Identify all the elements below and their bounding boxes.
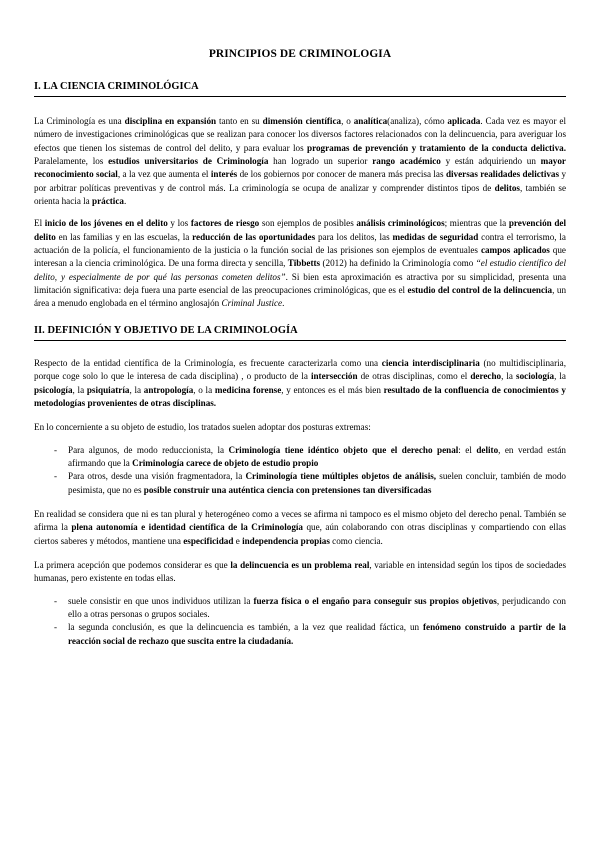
bold-text: derecho [470, 371, 502, 382]
bold-text: delito [476, 444, 499, 455]
section-1 [34, 81, 566, 311]
italic-text: Criminal Justice [221, 298, 283, 309]
bold-text: la delincuencia es un problema real [230, 559, 370, 570]
section-2-paragraph-4 [34, 559, 566, 586]
text-run: y por arbitrar políticas preventivas y de control más. La criminología se ocupa de analizar y comprender distintos tipos de [34, 169, 567, 193]
bold-text: medicina forense [214, 384, 282, 395]
text-run: , o la [193, 384, 215, 395]
bold-text: estudio del control de la delincuencia [407, 285, 553, 296]
bold-text: Criminología carece de objeto de estudio propio [132, 457, 319, 468]
text-run: para los delitos, las [315, 231, 393, 242]
bold-text: Criminología tiene múltiples objetos de análisis, [245, 471, 437, 482]
text-run: . [123, 196, 127, 207]
text-run: ; mientras que la [444, 218, 509, 229]
section-1-heading: I. LA CIENCIA CRIMINOLÓGICA [34, 81, 199, 92]
postures-list [34, 444, 566, 497]
bold-text: mayor reconocimiento social [34, 156, 566, 180]
text-run: , y entonces es el más bien [281, 384, 384, 395]
bold-text: posible construir una auténtica ciencia con pretensiones tan diversificadas [143, 484, 432, 495]
bold-text: práctica [92, 196, 124, 207]
text-run: , en verdad están afirmando que la [68, 444, 566, 468]
text-run: Para algunos, de modo reduccionista, la [68, 444, 229, 455]
text-run: (2012) ha definido la Criminología como [320, 258, 476, 269]
section-2-underline [34, 340, 566, 341]
text-run: como ciencia. [329, 535, 383, 546]
text-run: que, aún colaborando con otras disciplinas y compartiendo con ellas ciertos saberes y métodos, mantiene una [34, 522, 566, 546]
bold-text: Criminología tiene idéntico objeto que el derecho penal [228, 444, 459, 455]
text-run: de los gobiernos por conocer de manera más precisa las [237, 169, 446, 180]
bold-text: antropología [143, 384, 194, 395]
conclusions-list [34, 595, 566, 648]
text-run: (no multidisciplinaria, porque coge solo lo que le interesa de cada disciplina) , o producto de la [34, 357, 566, 382]
text-run: . Si bien esta aproximación es atractiva por su simplicidad, presenta una limitación significativa: deja fuera una parte esencial de las preocupaciones criminológicas, que es el [34, 271, 566, 296]
section-1-paragraph-2 [34, 217, 566, 310]
bold-text: análisis criminológicos [356, 218, 445, 229]
text-run: , o [341, 116, 354, 126]
bold-text: fenómeno construido a partir de la reacción social de rechazo que suscita entre la ciudadanía. [68, 622, 566, 646]
bold-text: especificidad [183, 535, 234, 546]
bold-text: resultado de la confluencia de conocimientos y metodologías provenientes de otras disciplinas. [34, 384, 566, 408]
section-2-heading: II. DEFINICIÓN Y OBJETIVO DE LA CRIMINOLOGÍA [34, 324, 298, 336]
section-1-paragraph-1 [34, 115, 566, 208]
section-2 [34, 325, 566, 648]
bold-text: reducción de las oportunidades [192, 231, 316, 242]
bold-text: analítica [353, 116, 388, 126]
bold-text: ciencia interdisciplinaria [381, 357, 480, 368]
text-run: El [34, 218, 45, 229]
text-run: En lo concerniente a su objeto de estudio, los tratados suelen adoptar dos posturas extremas: [34, 422, 371, 433]
list-item-text [68, 622, 566, 645]
text-run: (analiza), cómo [387, 116, 448, 126]
section-2-paragraph-3 [34, 508, 566, 548]
text-run: suelen concluir, también de modo pesimista, que no es [68, 471, 566, 495]
dash-bullet: - [54, 595, 58, 606]
bold-text: interés [210, 169, 238, 180]
dash-bullet: - [54, 444, 58, 455]
text-run: en las familias y en las escuelas, la [55, 231, 193, 242]
text-run: contra el terrorismo, la actuación de la policía, el funcionamiento de la justicia o la función social de las prisiones son ejemplos de eventuales [34, 231, 566, 256]
bold-text: sociología [516, 371, 555, 382]
text-run: La Criminología es una [34, 116, 125, 126]
text-run: , a la vez que aumenta el [117, 169, 211, 180]
text-run: han logrado un superior [268, 156, 373, 167]
bold-text: estudios universitarios de Criminología [108, 156, 269, 167]
bold-text: independencia propias [242, 535, 330, 546]
text-run: , también se orienta hacia la [34, 182, 567, 207]
text-run: : el [458, 444, 477, 455]
bold-text: Tibbetts [287, 258, 321, 269]
text-run: , variable en intensidad según los tipos de sociedades humanas, pero existente en todas ellas. [34, 559, 566, 584]
text-run: La primera acepción que podemos considerar es que [34, 559, 231, 570]
text-run: suele consistir en que unos individuos utilizan la [68, 595, 254, 606]
text-run: . [282, 298, 285, 309]
dash-bullet: - [54, 622, 58, 633]
text-run: Para otros, desde una visión fragmentadora, la [68, 471, 246, 482]
text-run: , la [129, 384, 144, 395]
text-run: , la [554, 371, 566, 382]
list-item-text [68, 471, 566, 494]
text-run: y están adquiriendo un [440, 156, 541, 167]
list-item [34, 621, 566, 648]
text-run: , la [72, 384, 87, 395]
list-item [34, 444, 566, 471]
section-1-underline [34, 96, 566, 97]
list-item-text [68, 445, 566, 468]
bold-text: factores de riesgo [190, 218, 260, 229]
document-page [34, 48, 566, 648]
text-run: tanto en su [216, 116, 263, 126]
bold-text: psiquiatría [86, 384, 130, 395]
bold-text: rango académico [372, 156, 441, 167]
text-run: , la [501, 371, 517, 382]
section-2-paragraph-1 [34, 357, 566, 410]
bold-text: diversas realidades delictivas [445, 169, 560, 180]
text-run: e [233, 535, 243, 546]
bold-text: aplicada [447, 116, 481, 126]
bold-text: dimensión científica [262, 116, 342, 126]
bold-text: inicio de los jóvenes en el delito [44, 218, 168, 229]
text-run: , un área a menudo englobada en el término anglosajón [34, 285, 566, 309]
dash-bullet: - [54, 471, 58, 482]
bold-text: delitos [494, 182, 520, 193]
italic-text: “el estudio científico del delito, y especialmente de por qué las personas cometen delitos” [34, 258, 566, 282]
section-2-paragraph-2 [34, 421, 566, 434]
bold-text: intersección [310, 371, 358, 382]
document-title: PRINCIPIOS DE CRIMINOLOGIA [208, 48, 392, 60]
text-run: , perjudicando con ello a otras personas o grupos sociales. [68, 595, 566, 619]
list-item [34, 470, 566, 497]
text-run: de otras disciplinas, como el [357, 371, 471, 382]
text-run: que interesan a la ciencia criminológica. De una forma directa y sencilla, [34, 245, 566, 269]
bold-text: campos aplicados [480, 245, 550, 256]
list-item [34, 595, 566, 622]
text-run: son ejemplos de posibles [259, 218, 357, 229]
list-item-text [68, 596, 566, 619]
text-run: Paralelamente, los [34, 156, 109, 167]
text-run: la segunda conclusión, es que la delincuencia es también, a la vez que realidad fáctica, un [68, 622, 423, 633]
bold-text: prevención del delito [34, 218, 566, 242]
text-run: . Cada vez es mayor el número de investigaciones criminológicas que se realizan para conocer los diversos factores relacionados con la delincuencia, para averiguar los efectos que tienen los sistemas de control del delito, y para evaluar los [34, 116, 567, 153]
bold-text: psicología [34, 384, 73, 395]
text-run: Respecto de la entidad científica de la Criminología, es frecuente caracterizarla como una [34, 357, 382, 368]
text-run: y los [167, 218, 191, 229]
bold-text: fuerza física o el engaño para conseguir sus propios objetivos [253, 595, 497, 606]
bold-text: medidas de seguridad [392, 231, 479, 242]
bold-text: programas de prevención y tratamiento de la conducta delictiva. [307, 142, 567, 153]
bold-text: disciplina en expansión [124, 116, 217, 126]
bold-text: plena autonomía e identidad científica de la Criminología [71, 522, 303, 533]
text-run: En realidad se considera que ni es tan plural y heterogéneo como a veces se afirma ni tampoco es el mismo objeto del derecho penal. También se afirma la [34, 508, 566, 533]
